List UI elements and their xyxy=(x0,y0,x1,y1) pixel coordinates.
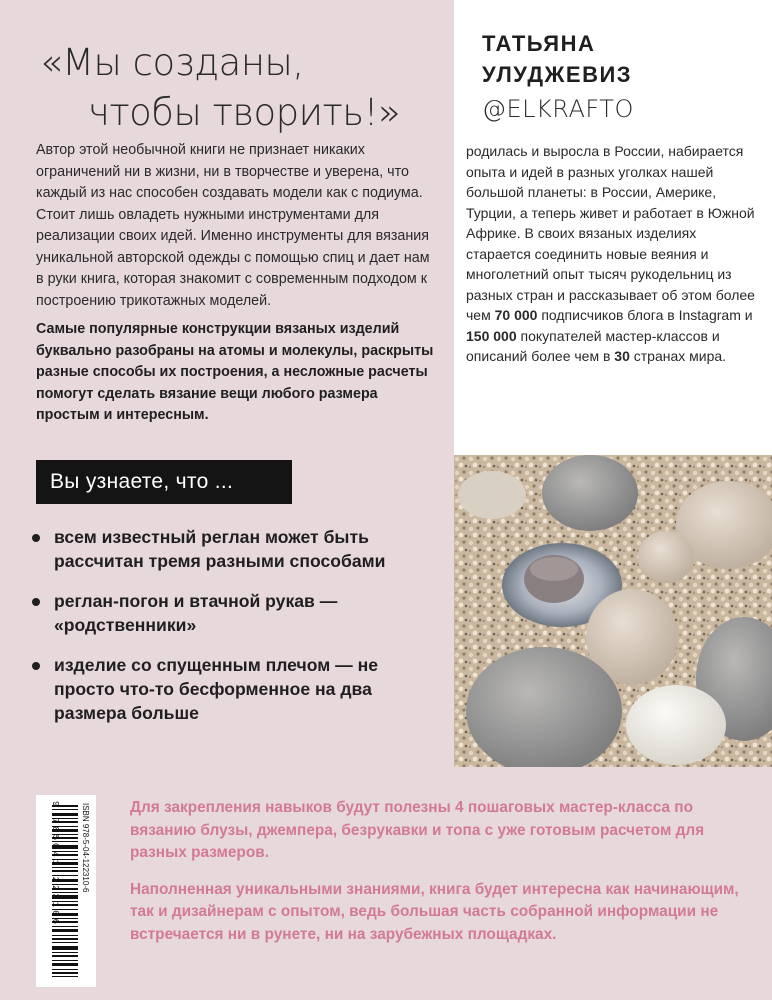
cover-quote xyxy=(40,38,450,138)
white-yarn-ball xyxy=(626,685,726,765)
summary-paragraph: Наполненная уникальными знаниями, книга будет интересна как начинающим, так и дизайнерам с опытом, ведь большая часть собранной информации не встречается ни в рунете, ни на зарубежных площадках. xyxy=(130,880,739,943)
list-item-text: изделие со спущенным плечом — не просто что-то бесформенное на два размера больше xyxy=(54,655,379,723)
bio-text: родилась и выросла в России, набирается опыта и идей в разных уголках нашей большой планеты: в России, Америке, Турции, а теперь живет и работает в Южной Африке. В своих вязаных изделиях старается соединить новые веяния и многолетний опыт тысяч рукодельниц из разных стран и рассказывает об этом более чем xyxy=(466,143,755,323)
author-handle: @ELKRAFTO xyxy=(482,95,634,123)
intro-paragraph: Автор этой необычной книги не признает никаких ограничений ни в жизни, ни в творчестве и уверена, что каждый из нас способен создавать модели как с подиума. Стоит лишь овладеть нужными инструментами для реализации своих идей. Именно инструменты для вязания уникальной авторской одежды с помощью спиц и дает нам в руки книга, которая знакомит с современным подходом к построению трикотажных моделей. xyxy=(36,142,430,309)
left-column xyxy=(0,0,454,790)
intro-bold-paragraph: Самые популярные конструкции вязаных изделий буквально разобраны на атомы и молекулы, раскрыты разные способы их построения, а несложные расчеты помогут сделать вязание вещи любого размера простым и интересным. xyxy=(36,321,434,423)
list-item xyxy=(32,653,442,725)
barcode xyxy=(36,795,96,987)
buyers-count: 150 000 xyxy=(466,327,517,344)
bottom-text xyxy=(130,797,760,960)
countries-count: 30 xyxy=(614,348,630,364)
bullet-icon xyxy=(32,598,40,606)
bullet-icon xyxy=(32,534,40,542)
yarn-photo xyxy=(454,455,772,767)
quote-line-1: «Мы созданы, xyxy=(40,41,304,84)
intro-text xyxy=(36,140,436,434)
list-item xyxy=(32,589,442,637)
bio-text: покупателей мастер-классов и описаний более чем в xyxy=(466,327,720,364)
beige-yarn-ball xyxy=(638,531,694,583)
barcode-digits: 9 785041 223106 xyxy=(50,801,60,928)
followers-count: 70 000 xyxy=(494,307,538,323)
author-bio xyxy=(466,141,756,367)
learn-list xyxy=(32,525,442,741)
author-last-name: УЛУДЖЕВИЗ xyxy=(482,62,633,87)
bullet-icon xyxy=(32,662,40,670)
masterclass-paragraph: Для закрепления навыков будут полезны 4 пошаговых мастер-класса по вязанию блузы, джемпера, безрукавки и топа с уже готовым расчетом для разных размеров. xyxy=(130,799,705,861)
list-item-text: всем известный реглан может быть рассчитан тремя разными способами xyxy=(54,527,386,571)
author-first-name: ТАТЬЯНА xyxy=(482,31,596,56)
learn-heading: Вы узнаете, что ... xyxy=(36,460,292,504)
bio-text: странах мира. xyxy=(629,348,727,364)
bio-text: подписчиков блога в Instagram и xyxy=(537,307,753,323)
grey-yarn-ball xyxy=(542,455,638,531)
isbn-text: ISBN 978-5-04-122310-6 xyxy=(81,803,90,893)
list-item xyxy=(32,525,442,573)
author-name xyxy=(482,28,762,90)
author-panel xyxy=(454,0,772,455)
quote-line-2: чтобы творить!» xyxy=(88,91,401,134)
list-item-text: реглан-погон и втачной рукав — «родственники» xyxy=(54,591,338,635)
